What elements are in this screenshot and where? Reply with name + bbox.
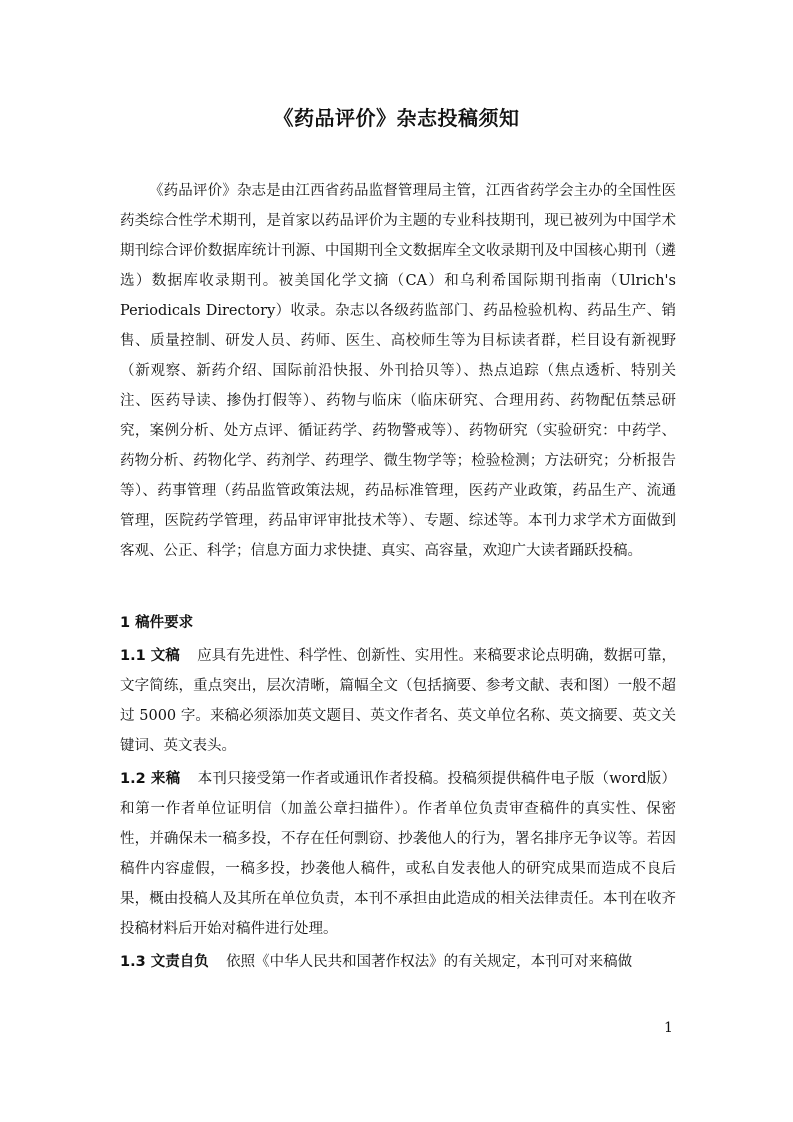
- item-label: 1.1 文稿: [120, 648, 180, 664]
- item-text: 应具有先进性、科学性、创新性、实用性。来稿要求论点明确，数据可靠，文字简练，重点突出，层次清晰，篇幅全文（包括摘要、参考文献、表和图）一般不超过 5000 字。来稿必须添加英文题目、英文作者名、英文单位名称、英文摘要、英文关键词、英文表头。: [120, 648, 676, 754]
- item-label: 1.3 文责自负: [120, 954, 209, 970]
- item-text: 本刊只接受第一作者或通讯作者投稿。投稿须提供稿件电子版（word版）和第一作者单位证明信（加盖公章扫描件）。作者单位负责审查稿件的真实性、保密性，并确保未一稿多投，不存在任何剽窃、抄袭他人的行为，署名排序无争议等。若因稿件内容虚假，一稿多投，抄袭他人稿件，或私自发表他人的研究成果而造成不良后果，概由投稿人及其所在单位负责，本刊不承担由此造成的相关法律责任。本刊在收齐投稿材料后开始对稿件进行处理。: [120, 771, 676, 937]
- page-number: 1: [664, 1020, 673, 1036]
- section-item-1-1: [120, 641, 676, 761]
- item-label: 1.2 来稿: [120, 771, 181, 787]
- intro-paragraph: 《药品评价》杂志是由江西省药品监督管理局主管，江西省药学会主办的全国性医药类综合性学术期刊，是首家以药品评价为主题的专业科技期刊，现已被列为中国学术期刊综合评价数据库统计刊源、中国期刊全文数据库全文收录期刊及中国核心期刊（遴选）数据库收录期刊。被美国化学文摘（CA）和乌利希国际期刊指南（Ulrich's Periodicals Directory）收录。杂志以各级药监部门、药品检验机构、药品生产、销售、质量控制、研发人员、药师、医生、高校师生等为目标读者群，栏目设有新视野（新观察、新药介绍、国际前沿快报、外刊拾贝等）、热点追踪（焦点透析、特别关注、医药导读、掺伪打假等）、药物与临床（临床研究、合理用药、药物配伍禁忌研究，案例分析、处方点评、循证药学、药物警戒等）、药物研究（实验研究：中药学、药物分析、药物化学、药剂学、药理学、微生物学等；检验检测；方法研究；分析报告等）、药事管理（药品监管政策法规，药品标准管理，医药产业政策，药品生产、流通管理，医院药学管理，药品审评审批技术等）、专题、综述等。本刊力求学术方面做到客观、公正、科学；信息方面力求快捷、真实、高容量，欢迎广大读者踊跃投稿。: [120, 183, 676, 559]
- item-text: 依照《中华人民共和国著作权法》的有关规定，本刊可对来稿做: [226, 954, 633, 970]
- document-body: [120, 176, 676, 977]
- section-item-1-3: [120, 947, 676, 977]
- section-item-1-2: [120, 764, 676, 944]
- section-heading: 1 稿件要求: [120, 615, 194, 631]
- page-title: 《药品评价》杂志投稿须知: [273, 106, 520, 130]
